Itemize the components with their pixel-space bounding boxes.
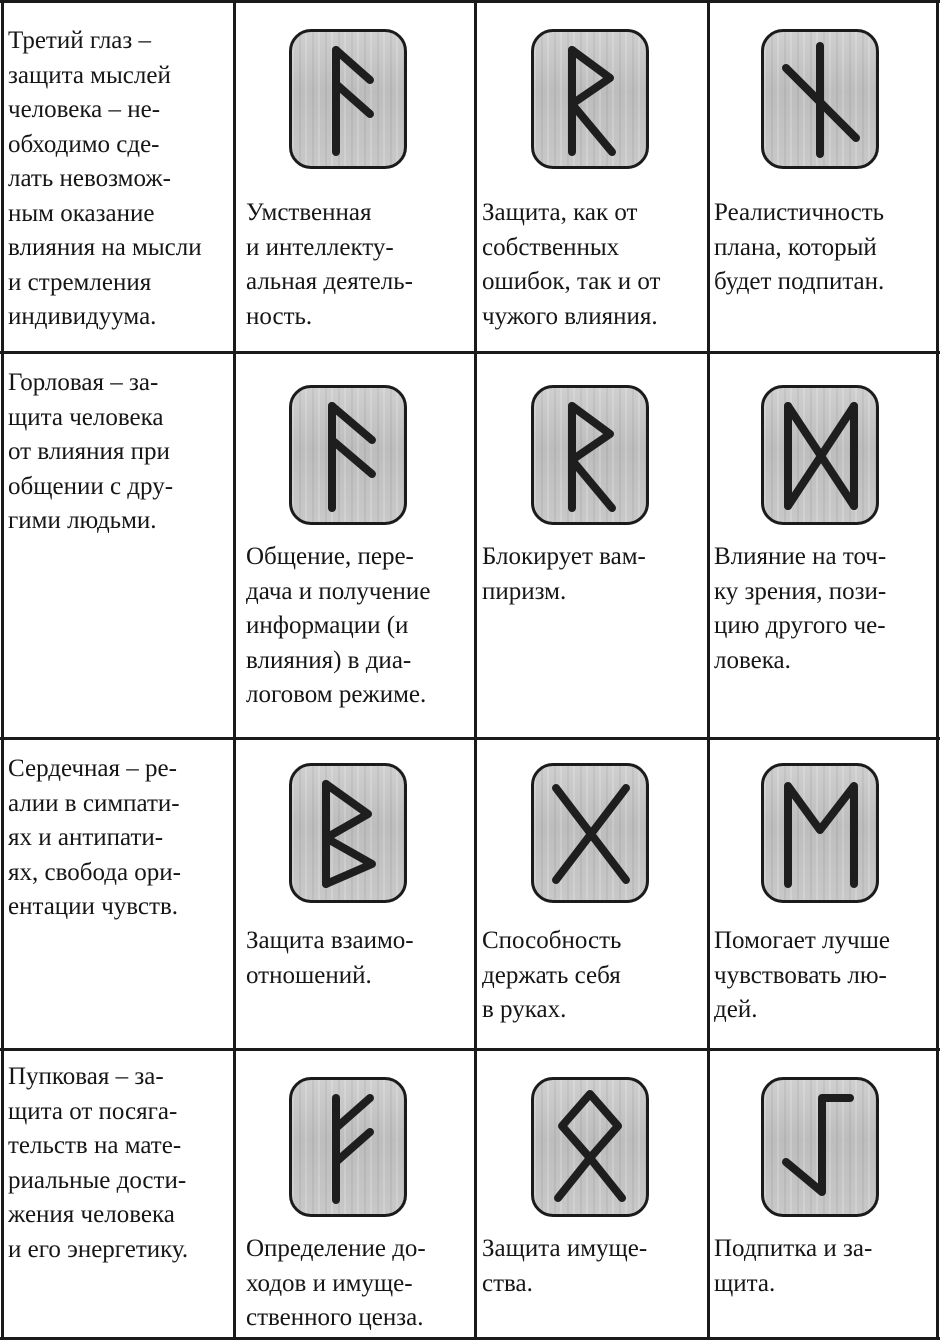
row-divider-3 — [0, 1048, 940, 1051]
rune-tile — [289, 385, 407, 525]
rune-tile — [761, 763, 879, 903]
chakra-description: Горловая – за- щита человека от влияния при общении с дру- гими людьми. — [8, 369, 174, 534]
rune-meaning: Подпитка и за- щита. — [714, 1235, 873, 1297]
othala-rune-icon — [534, 1080, 646, 1214]
chakra-description: Пупковая – за- щита от посяга- тельств на мате- риальные дости- жения человека и его энергетику. — [8, 1063, 189, 1263]
column-divider-2 — [474, 0, 477, 1340]
rune-meaning: Защита имуще- ства. — [482, 1235, 648, 1297]
rune-tile — [531, 385, 649, 525]
rune-meaning: Определение до- ходов и имуще- ственного ценза. — [246, 1235, 426, 1331]
berkana-rune-icon — [292, 766, 404, 900]
rune-meaning: Защита взаимо- отношений. — [246, 927, 414, 989]
row-divider-2 — [0, 737, 940, 740]
chakra-description: Сердечная – ре- алии в симпати- ях и антипати- ях, свобода ори- ентации чувств. — [8, 755, 181, 920]
rune-meaning: Реалистичность плана, который будет подпитан. — [714, 199, 885, 295]
table-border-top — [0, 0, 940, 3]
rune-meaning: Общение, пере- дача и получение информации (и влияния) в диа- логовом режиме. — [246, 543, 431, 708]
rune-tile — [761, 29, 879, 169]
rune-meaning: Помогает лучше чувствовать лю- дей. — [714, 927, 890, 1023]
gebo-rune-icon — [534, 766, 646, 900]
dagaz-rune-icon — [764, 388, 876, 522]
rune-tile — [531, 29, 649, 169]
raidho-rune-icon — [534, 388, 646, 522]
rune-tile — [531, 763, 649, 903]
table-border-right — [936, 0, 939, 1340]
fehu-rune-icon — [292, 1080, 404, 1214]
sowilo-rune-icon — [764, 1080, 876, 1214]
table-border-left — [1, 0, 4, 1340]
nauthiz-rune-icon — [764, 32, 876, 166]
column-divider-3 — [707, 0, 710, 1340]
rune-tile — [289, 29, 407, 169]
ansuz-rune-icon — [292, 32, 404, 166]
rune-tile — [289, 1077, 407, 1217]
rune-tile — [761, 1077, 879, 1217]
row-divider-1 — [0, 351, 940, 354]
rune-meaning: Умственная и интеллекту- альная деятель- ность. — [246, 199, 413, 330]
rune-tile — [531, 1077, 649, 1217]
raidho-rune-icon — [534, 32, 646, 166]
rune-tile — [289, 763, 407, 903]
rune-meaning: Защита, как от собственных ошибок, так и от чужого влияния. — [482, 199, 661, 330]
rune-meaning: Блокирует вам- пиризм. — [482, 543, 646, 605]
rune-meaning: Влияние на точ- ку зрения, пози- цию другого че- ловека. — [714, 543, 887, 674]
ansuz-rune-icon — [292, 388, 404, 522]
rune-tile — [761, 385, 879, 525]
ehwaz-rune-icon — [764, 766, 876, 900]
column-divider-1 — [233, 0, 236, 1340]
chakra-description: Третий глаз – защита мыслей человека – не- обходимо сде- лать невозмож- ным оказание влияния на мысли и стремления индивидуума. — [8, 27, 202, 330]
rune-meaning: Способность держать себя в руках. — [482, 927, 622, 1023]
